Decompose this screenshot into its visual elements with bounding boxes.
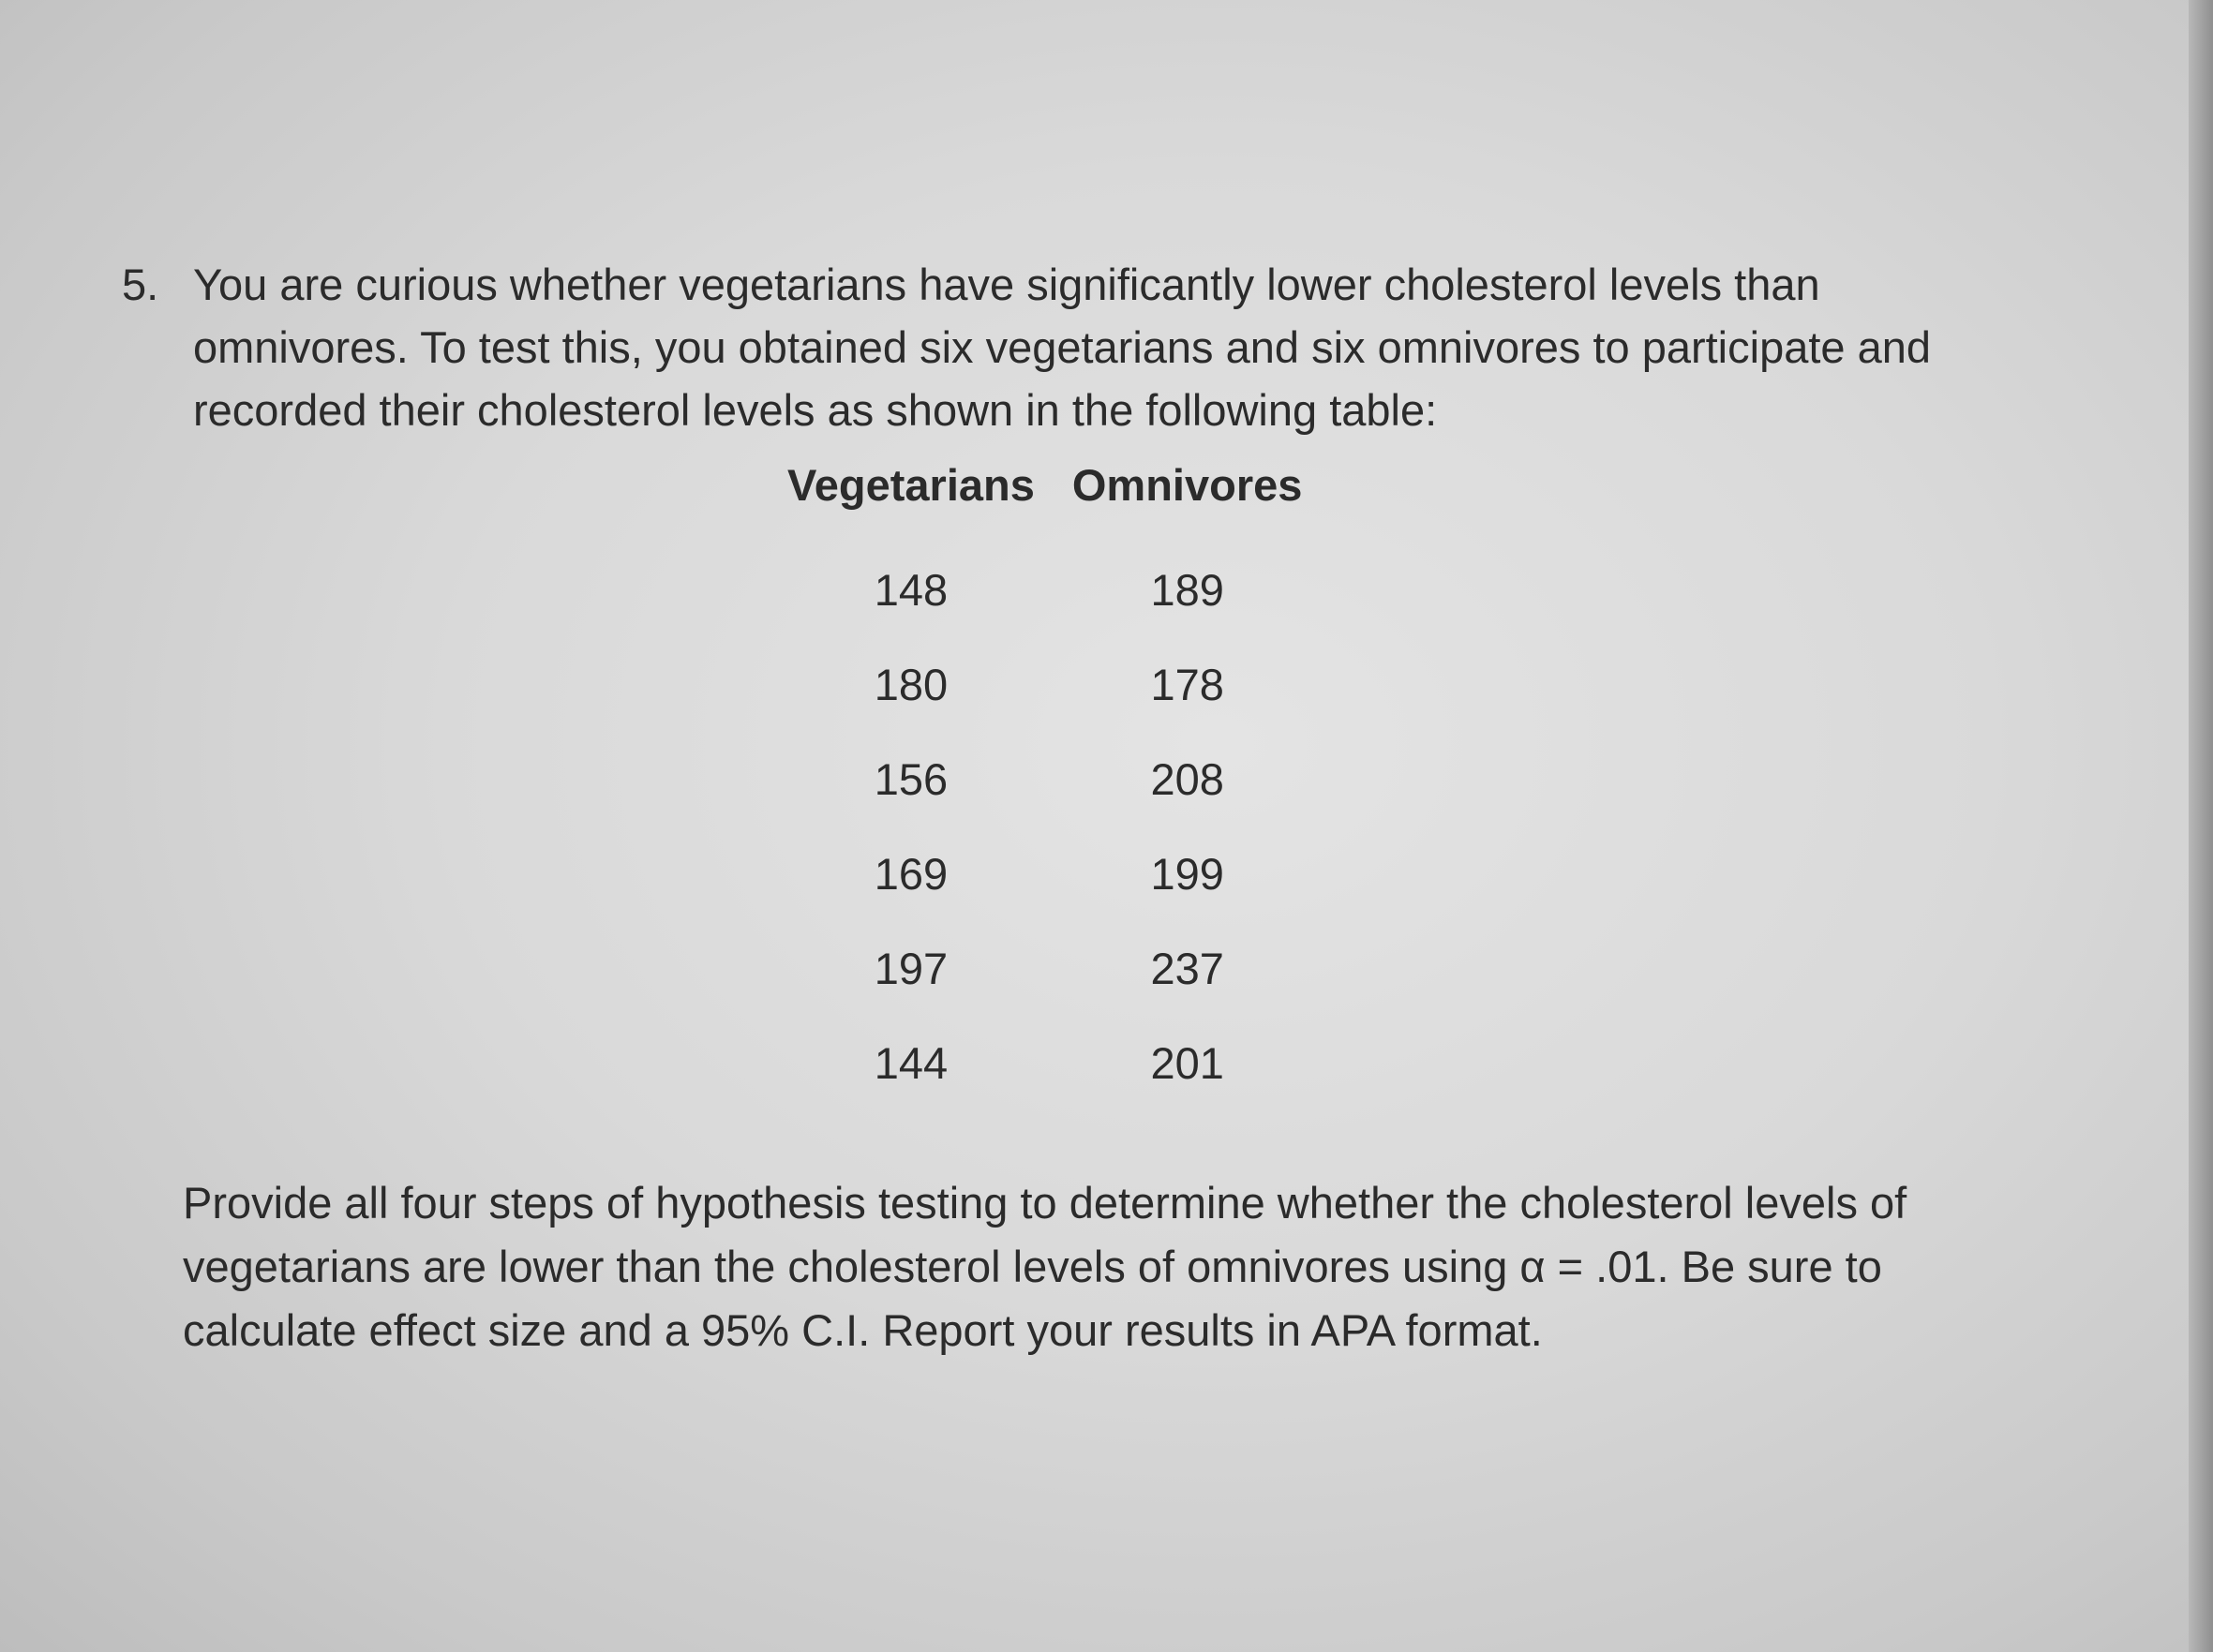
vegetarian-value: 156 (874, 754, 949, 804)
omnivore-value: 178 (1150, 660, 1224, 709)
problem-number: 5. (122, 260, 159, 309)
omnivore-value: 199 (1150, 849, 1224, 899)
omnivore-value: 189 (1150, 565, 1224, 615)
vegetarian-value: 197 (874, 944, 949, 993)
cholesterol-table (769, 459, 1321, 1110)
vegetarian-value: 169 (874, 849, 949, 899)
problem-instructions: Provide all four steps of hypothesis testing to determine whether the cholesterol levels of vegetarians are lower than the cholesterol levels of omnivores using α = .01. Be sure to calculate effect size and a 95% C.I. Report your results in APA format. (183, 1178, 1907, 1355)
monitor-bezel (2189, 0, 2213, 1652)
vegetarian-value: 148 (874, 565, 949, 615)
vegetarian-value: 180 (874, 660, 949, 709)
table-row (769, 637, 1321, 732)
table-row (769, 543, 1321, 637)
omnivore-value: 237 (1150, 944, 1224, 993)
table-row (769, 826, 1321, 921)
omnivore-value: 201 (1150, 1038, 1224, 1088)
vegetarian-value: 144 (874, 1038, 949, 1088)
header-omnivores: Omnivores (1071, 460, 1303, 510)
omnivore-value: 208 (1150, 754, 1224, 804)
problem-intro: You are curious whether vegetarians have significantly lower cholesterol levels than omnivores. To test this, you obtained six vegetarians and six omnivores to participate and recorded their cholesterol levels as shown in the following table: (193, 260, 1932, 435)
table-row (769, 1016, 1321, 1110)
header-vegetarians: Vegetarians (787, 460, 1035, 510)
table-row (769, 732, 1321, 826)
table-row (769, 921, 1321, 1016)
table-header-row (769, 459, 1321, 543)
